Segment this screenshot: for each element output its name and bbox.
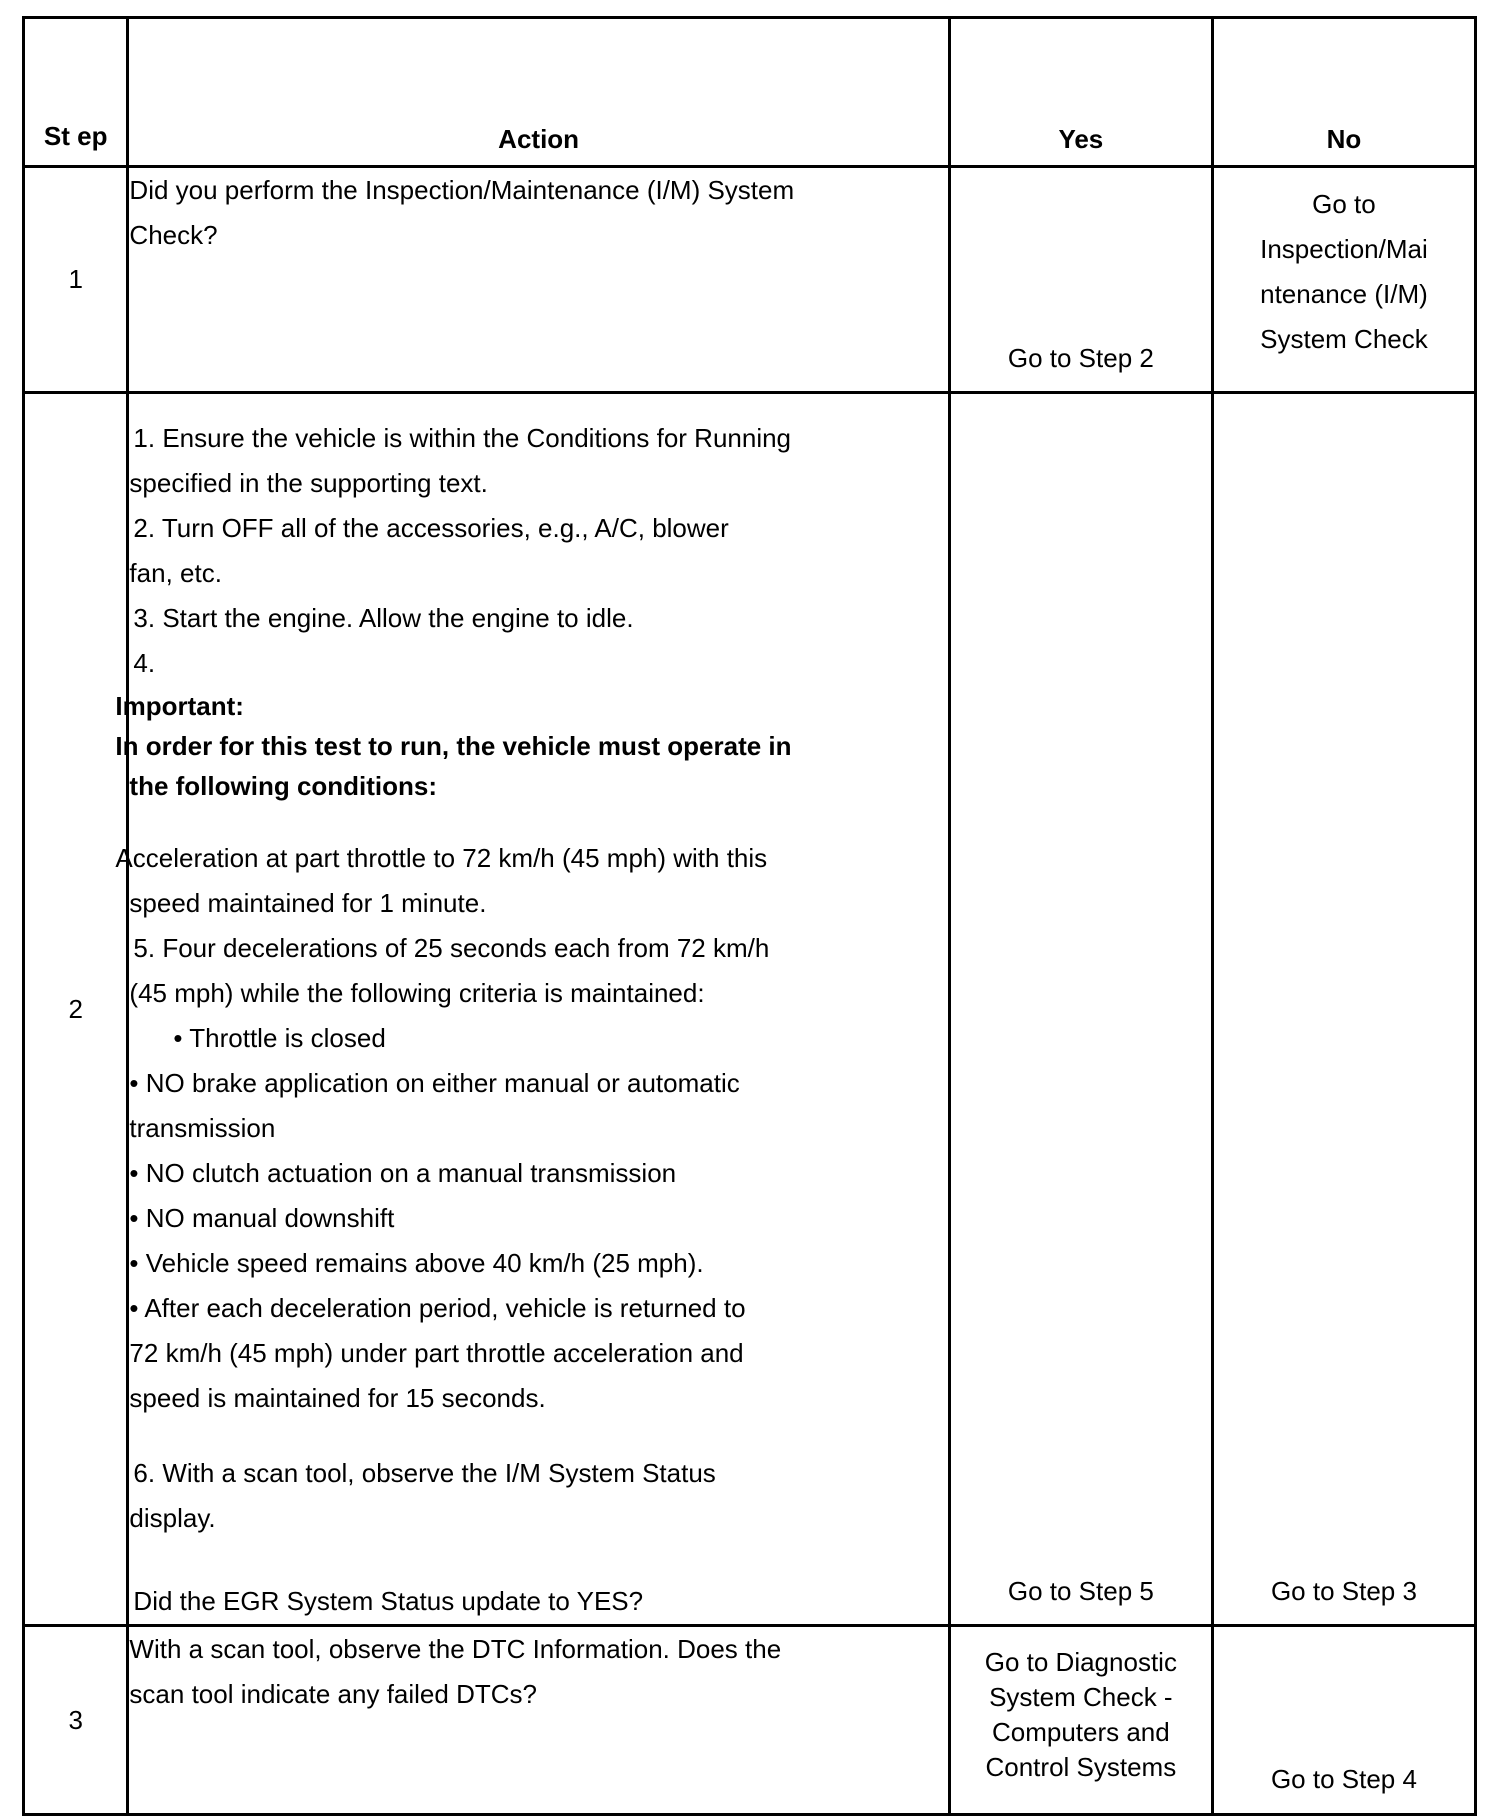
action-column-header: Action <box>128 18 949 167</box>
action-text: Check? <box>129 220 218 250</box>
step-column-header: St ep <box>24 18 128 167</box>
action-step-1-cont: specified in the supporting text. <box>129 468 488 498</box>
important-label: Important: <box>115 691 244 721</box>
yes-result-text: System Check - <box>989 1682 1173 1712</box>
criteria-bullet: • After each deceleration period, vehicle is returned to <box>129 1293 746 1323</box>
no-column-header: No <box>1212 18 1475 167</box>
action-step-2: 2. Turn OFF all of the accessories, e.g., A/C, blower <box>133 513 729 543</box>
table-row <box>24 167 1476 393</box>
criteria-bullet: • Vehicle speed remains above 40 km/h (25 mph). <box>129 1248 704 1278</box>
action-step-5: 5. Four decelerations of 25 seconds each from 72 km/h <box>133 933 770 963</box>
action-cell <box>128 167 949 393</box>
action-step-4: 4. <box>133 648 156 678</box>
action-step-3: 3. Start the engine. Allow the engine to idle. <box>133 603 634 633</box>
yes-result-text: Go to Diagnostic <box>984 1647 1177 1677</box>
acceleration-condition: Acceleration at part throttle to 72 km/h (45 mph) with this <box>115 843 768 873</box>
yes-result-cell <box>949 1626 1212 1815</box>
step-number: 2 <box>24 393 128 1626</box>
action-question: Did the EGR System Status update to YES? <box>133 1586 644 1616</box>
no-result-text: Go to <box>1312 189 1376 219</box>
action-step-6-cont: display. <box>129 1503 216 1533</box>
step-number: 1 <box>24 167 128 393</box>
yes-result-text: Computers and <box>991 1717 1170 1747</box>
important-note-cont: the following conditions: <box>129 771 438 801</box>
table-row <box>24 1626 1476 1815</box>
action-step-6: 6. With a scan tool, observe the I/M System Status <box>133 1458 716 1488</box>
criteria-bullet: • Throttle is closed <box>173 1023 386 1053</box>
action-cell <box>128 1626 949 1815</box>
criteria-bullet: • NO clutch actuation on a manual transmission <box>129 1158 677 1188</box>
action-step-1: 1. Ensure the vehicle is within the Conditions for Running <box>133 423 792 453</box>
action-text: scan tool indicate any failed DTCs? <box>129 1679 537 1709</box>
no-result-cell: Go to Step 4 <box>1212 1626 1475 1815</box>
criteria-bullet: • NO manual downshift <box>129 1203 395 1233</box>
criteria-bullet-cont: speed is maintained for 15 seconds. <box>129 1383 546 1413</box>
diagnostic-procedure-table <box>22 16 1477 1816</box>
table-header-row <box>24 18 1476 167</box>
criteria-bullet-cont: 72 km/h (45 mph) under part throttle acceleration and <box>129 1338 744 1368</box>
yes-result-text: Control Systems <box>985 1752 1177 1782</box>
action-cell <box>115 393 949 1626</box>
table-row <box>24 393 1476 1626</box>
criteria-bullet-cont: transmission <box>129 1113 276 1143</box>
yes-result-cell: Go to Step 5 <box>949 393 1212 1626</box>
action-step-2-cont: fan, etc. <box>129 558 222 588</box>
important-note: In order for this test to run, the vehicle must operate in <box>115 731 792 761</box>
action-step-5-cont: (45 mph) while the following criteria is maintained: <box>129 978 705 1008</box>
no-result-cell <box>1212 167 1475 393</box>
yes-result-cell: Go to Step 2 <box>949 167 1212 393</box>
no-result-text: ntenance (I/M) <box>1260 279 1428 309</box>
no-result-cell: Go to Step 3 <box>1212 393 1475 1626</box>
action-text: Did you perform the Inspection/Maintenance (I/M) System <box>129 175 795 205</box>
no-result-text: System Check <box>1260 324 1428 354</box>
yes-column-header: Yes <box>949 18 1212 167</box>
no-result-text: Inspection/Mai <box>1260 234 1428 264</box>
step-number: 3 <box>24 1626 128 1815</box>
criteria-bullet: • NO brake application on either manual or automatic <box>129 1068 740 1098</box>
action-text: With a scan tool, observe the DTC Information. Does the <box>129 1634 782 1664</box>
acceleration-condition-cont: speed maintained for 1 minute. <box>129 888 487 918</box>
